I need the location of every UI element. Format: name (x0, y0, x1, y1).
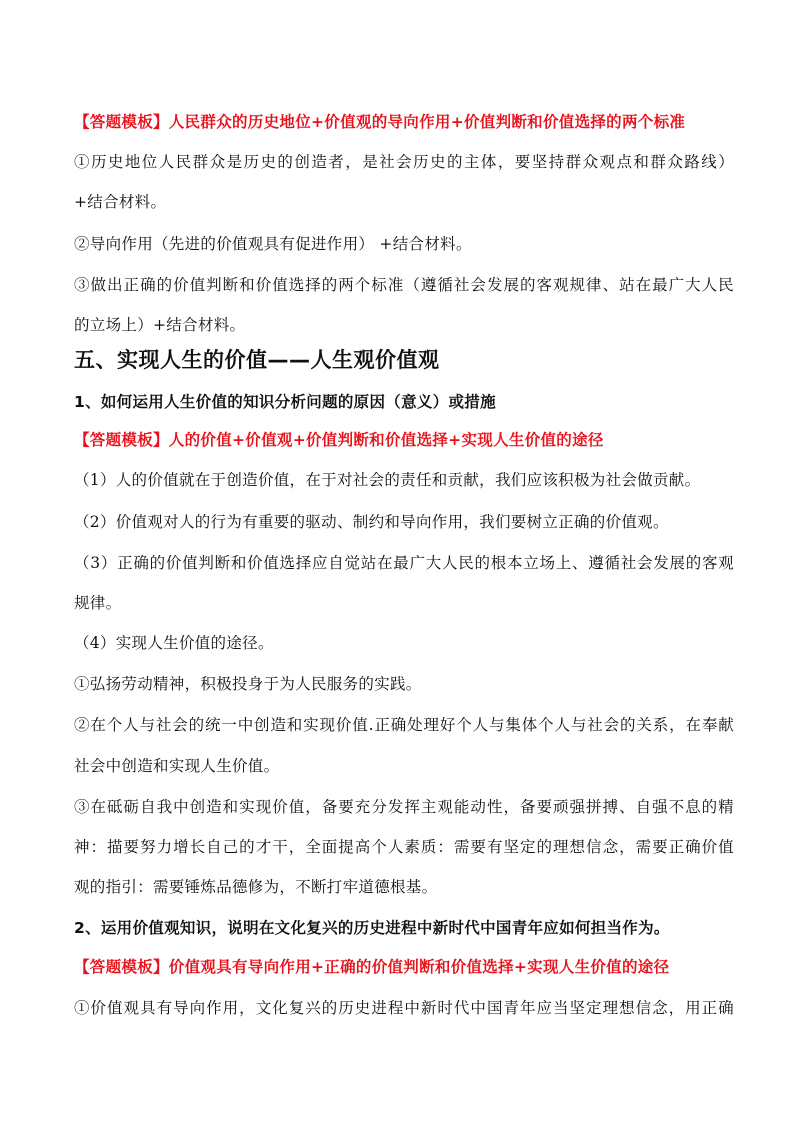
paragraph-line: 规律。 (74, 594, 122, 612)
paragraph-line: 神：描要努力增长自己的才干，全面提高个人素质：需要有坚定的理想信念，需要正确价值 (74, 838, 734, 856)
question-title: 2、运用价值观知识，说明在文化复兴的历史进程中新时代中国青年应如何担当作为。 (74, 919, 670, 937)
paragraph-line: （4）实现人生价值的途径。 (74, 634, 274, 652)
section-heading: 五、实现人生的价值——人生观价值观 (74, 348, 440, 372)
paragraph-line: +结合材料。 (74, 193, 167, 211)
paragraph-line: ①弘扬劳动精神，积极投身于为人民服务的实践。 (74, 675, 422, 693)
answer-template-label: 【答题模板】人的价值+价值观+价值判断和价值选择+实现人生价值的途径 (74, 431, 604, 449)
paragraph-line: （2）价值观对人的行为有重要的驱动、制约和导向作用，我们要树立正确的价值观。 (74, 513, 669, 531)
answer-template-label: 【答题模板】价值观具有导向作用+正确的价值判断和价值选择+实现人生价值的途径 (74, 958, 670, 976)
paragraph-line: 观的指引：需要锤炼品德修为，不断打牢道德根基。 (74, 878, 438, 896)
answer-template-label: 【答题模板】人民群众的历史地位+价值观的导向作用+价值判断和价值选择的两个标准 (74, 113, 686, 131)
paragraph-line: 的立场上）+结合材料。 (74, 316, 246, 334)
paragraph-line: （1）人的价值就在于创造价值，在于对社会的责任和贡献，我们应该积极为社会做贡献。 (74, 471, 701, 489)
paragraph-line: ①历史地位人民群众是历史的创造者，是社会历史的主体，要坚持群众观点和群众路线） (74, 153, 734, 171)
paragraph-line: ③在砥砺自我中创造和实现价值，备要充分发挥主观能动性，备要顽强拼搏、自强不息的精 (74, 798, 734, 816)
paragraph-line: ①价值观具有导向作用，文化复兴的历史进程中新时代中国青年应当坚定理想信念，用正确 (74, 999, 734, 1017)
paragraph-line: ③做出正确的价值判断和价值选择的两个标准（遵循社会发展的客观规律、站在最广大人民 (74, 276, 734, 294)
paragraph-line: ②在个人与社会的统一中创造和实现价值.正确处理好个人与集体个人与社会的关系，在奉献 (74, 716, 734, 734)
question-title: 1、如何运用人生价值的知识分析问题的原因（意义）或措施 (74, 393, 496, 411)
paragraph-line: 社会中创造和实现人生价值。 (74, 757, 280, 775)
paragraph-line: ②导向作用（先进的价值观具有促进作用） +结合材料。 (74, 235, 472, 253)
paragraph-line: （3）正确的价值判断和价值选择应自觉站在最广大人民的根本立场上、遵循社会发展的客观 (74, 554, 734, 572)
